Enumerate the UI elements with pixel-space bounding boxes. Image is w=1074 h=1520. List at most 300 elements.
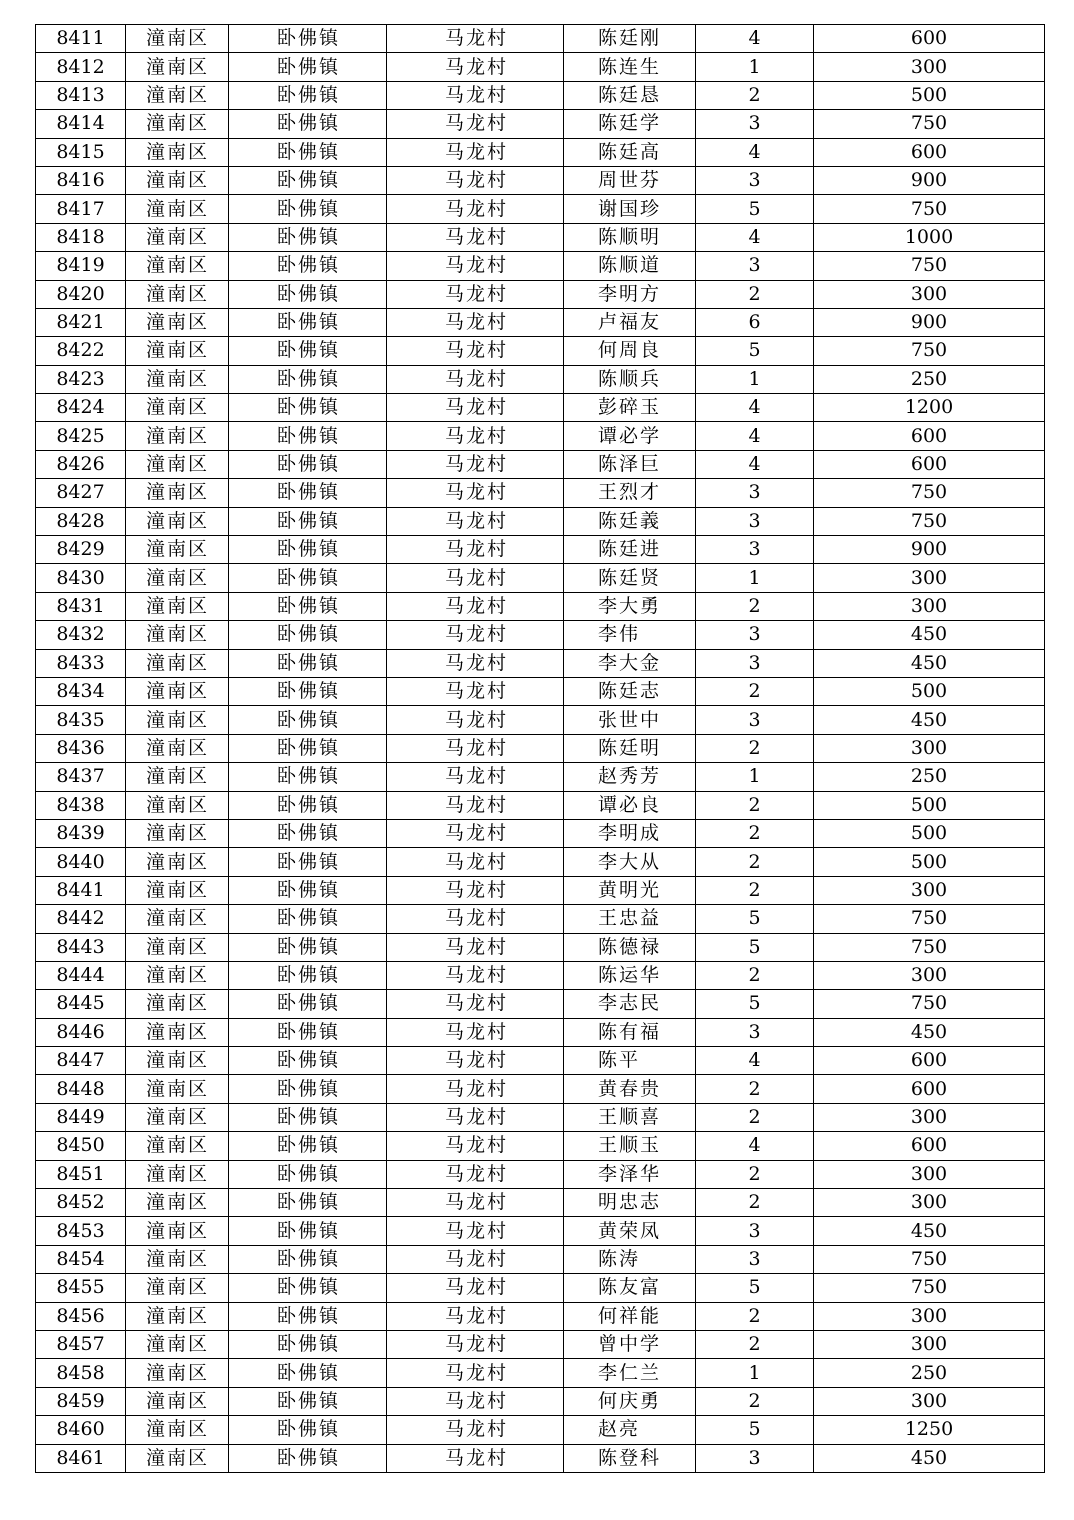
table-row bbox=[36, 365, 1045, 393]
name-cell: 谭必良 bbox=[564, 791, 696, 819]
district-cell: 潼南区 bbox=[126, 479, 229, 507]
town-cell: 卧佛镇 bbox=[229, 961, 387, 989]
household-size-cell: 4 bbox=[696, 138, 814, 166]
amount-cell: 750 bbox=[814, 1274, 1045, 1302]
district-cell: 潼南区 bbox=[126, 1217, 229, 1245]
name-cell: 王烈才 bbox=[564, 479, 696, 507]
village-cell: 马龙村 bbox=[387, 110, 564, 138]
serial-number-cell: 8434 bbox=[36, 677, 126, 705]
table-row bbox=[36, 53, 1045, 81]
table-row bbox=[36, 337, 1045, 365]
district-cell: 潼南区 bbox=[126, 621, 229, 649]
household-size-cell: 5 bbox=[696, 990, 814, 1018]
amount-cell: 900 bbox=[814, 308, 1045, 336]
district-cell: 潼南区 bbox=[126, 280, 229, 308]
household-size-cell: 3 bbox=[696, 706, 814, 734]
village-cell: 马龙村 bbox=[387, 1302, 564, 1330]
district-cell: 潼南区 bbox=[126, 195, 229, 223]
district-cell: 潼南区 bbox=[126, 394, 229, 422]
district-cell: 潼南区 bbox=[126, 933, 229, 961]
amount-cell: 250 bbox=[814, 763, 1045, 791]
name-cell: 王忠益 bbox=[564, 905, 696, 933]
name-cell: 李明方 bbox=[564, 280, 696, 308]
table-row bbox=[36, 1302, 1045, 1330]
serial-number-cell: 8422 bbox=[36, 337, 126, 365]
village-cell: 马龙村 bbox=[387, 1416, 564, 1444]
household-size-cell: 3 bbox=[696, 1245, 814, 1273]
amount-cell: 750 bbox=[814, 905, 1045, 933]
serial-number-cell: 8461 bbox=[36, 1444, 126, 1472]
town-cell: 卧佛镇 bbox=[229, 848, 387, 876]
district-cell: 潼南区 bbox=[126, 81, 229, 109]
table-row bbox=[36, 706, 1045, 734]
district-cell: 潼南区 bbox=[126, 1103, 229, 1131]
table-row bbox=[36, 649, 1045, 677]
town-cell: 卧佛镇 bbox=[229, 819, 387, 847]
town-cell: 卧佛镇 bbox=[229, 337, 387, 365]
town-cell: 卧佛镇 bbox=[229, 1189, 387, 1217]
town-cell: 卧佛镇 bbox=[229, 1018, 387, 1046]
household-size-cell: 3 bbox=[696, 479, 814, 507]
district-cell: 潼南区 bbox=[126, 166, 229, 194]
table-row bbox=[36, 1274, 1045, 1302]
table-row bbox=[36, 507, 1045, 535]
town-cell: 卧佛镇 bbox=[229, 677, 387, 705]
district-cell: 潼南区 bbox=[126, 1132, 229, 1160]
table-row bbox=[36, 734, 1045, 762]
town-cell: 卧佛镇 bbox=[229, 1047, 387, 1075]
table-row bbox=[36, 677, 1045, 705]
amount-cell: 300 bbox=[814, 1160, 1045, 1188]
serial-number-cell: 8421 bbox=[36, 308, 126, 336]
village-cell: 马龙村 bbox=[387, 649, 564, 677]
district-cell: 潼南区 bbox=[126, 1416, 229, 1444]
amount-cell: 600 bbox=[814, 1075, 1045, 1103]
table-row bbox=[36, 990, 1045, 1018]
household-size-cell: 3 bbox=[696, 1217, 814, 1245]
amount-cell: 750 bbox=[814, 990, 1045, 1018]
serial-number-cell: 8411 bbox=[36, 25, 126, 53]
amount-cell: 500 bbox=[814, 848, 1045, 876]
village-cell: 马龙村 bbox=[387, 337, 564, 365]
amount-cell: 750 bbox=[814, 110, 1045, 138]
serial-number-cell: 8433 bbox=[36, 649, 126, 677]
amount-cell: 300 bbox=[814, 961, 1045, 989]
district-cell: 潼南区 bbox=[126, 876, 229, 904]
village-cell: 马龙村 bbox=[387, 308, 564, 336]
table-row bbox=[36, 1047, 1045, 1075]
town-cell: 卧佛镇 bbox=[229, 1444, 387, 1472]
name-cell: 何祥能 bbox=[564, 1302, 696, 1330]
district-cell: 潼南区 bbox=[126, 990, 229, 1018]
household-size-cell: 1 bbox=[696, 1359, 814, 1387]
town-cell: 卧佛镇 bbox=[229, 1217, 387, 1245]
village-cell: 马龙村 bbox=[387, 791, 564, 819]
district-cell: 潼南区 bbox=[126, 1387, 229, 1415]
amount-cell: 450 bbox=[814, 649, 1045, 677]
table-row bbox=[36, 791, 1045, 819]
table-row bbox=[36, 564, 1045, 592]
household-size-cell: 2 bbox=[696, 1075, 814, 1103]
name-cell: 陈平 bbox=[564, 1047, 696, 1075]
amount-cell: 750 bbox=[814, 933, 1045, 961]
district-cell: 潼南区 bbox=[126, 763, 229, 791]
amount-cell: 900 bbox=[814, 536, 1045, 564]
household-size-cell: 2 bbox=[696, 819, 814, 847]
town-cell: 卧佛镇 bbox=[229, 791, 387, 819]
amount-cell: 750 bbox=[814, 1245, 1045, 1273]
town-cell: 卧佛镇 bbox=[229, 990, 387, 1018]
town-cell: 卧佛镇 bbox=[229, 649, 387, 677]
name-cell: 周世芬 bbox=[564, 166, 696, 194]
serial-number-cell: 8418 bbox=[36, 223, 126, 251]
village-cell: 马龙村 bbox=[387, 536, 564, 564]
household-size-cell: 5 bbox=[696, 1274, 814, 1302]
table-row bbox=[36, 1189, 1045, 1217]
village-cell: 马龙村 bbox=[387, 1160, 564, 1188]
village-cell: 马龙村 bbox=[387, 166, 564, 194]
household-size-cell: 2 bbox=[696, 791, 814, 819]
village-cell: 马龙村 bbox=[387, 450, 564, 478]
household-size-cell: 3 bbox=[696, 252, 814, 280]
household-size-cell: 4 bbox=[696, 223, 814, 251]
household-size-cell: 4 bbox=[696, 450, 814, 478]
amount-cell: 600 bbox=[814, 138, 1045, 166]
name-cell: 陈德禄 bbox=[564, 933, 696, 961]
table-row bbox=[36, 592, 1045, 620]
district-cell: 潼南区 bbox=[126, 1359, 229, 1387]
district-cell: 潼南区 bbox=[126, 252, 229, 280]
name-cell: 陈顺明 bbox=[564, 223, 696, 251]
name-cell: 谢国珍 bbox=[564, 195, 696, 223]
village-cell: 马龙村 bbox=[387, 763, 564, 791]
serial-number-cell: 8413 bbox=[36, 81, 126, 109]
household-size-cell: 1 bbox=[696, 53, 814, 81]
table-row bbox=[36, 1018, 1045, 1046]
household-size-cell: 2 bbox=[696, 961, 814, 989]
serial-number-cell: 8427 bbox=[36, 479, 126, 507]
table-row bbox=[36, 621, 1045, 649]
name-cell: 李仁兰 bbox=[564, 1359, 696, 1387]
serial-number-cell: 8458 bbox=[36, 1359, 126, 1387]
serial-number-cell: 8440 bbox=[36, 848, 126, 876]
table-row bbox=[36, 536, 1045, 564]
table-row bbox=[36, 1359, 1045, 1387]
household-size-cell: 3 bbox=[696, 166, 814, 194]
table-row bbox=[36, 81, 1045, 109]
amount-cell: 750 bbox=[814, 195, 1045, 223]
table-row bbox=[36, 1245, 1045, 1273]
household-size-cell: 2 bbox=[696, 1330, 814, 1358]
table-row bbox=[36, 422, 1045, 450]
village-cell: 马龙村 bbox=[387, 479, 564, 507]
village-cell: 马龙村 bbox=[387, 706, 564, 734]
table-body bbox=[36, 25, 1045, 1473]
name-cell: 李志民 bbox=[564, 990, 696, 1018]
town-cell: 卧佛镇 bbox=[229, 1075, 387, 1103]
table-row bbox=[36, 450, 1045, 478]
district-cell: 潼南区 bbox=[126, 677, 229, 705]
village-cell: 马龙村 bbox=[387, 677, 564, 705]
name-cell: 王顺喜 bbox=[564, 1103, 696, 1131]
town-cell: 卧佛镇 bbox=[229, 933, 387, 961]
district-cell: 潼南区 bbox=[126, 138, 229, 166]
table-row bbox=[36, 479, 1045, 507]
amount-cell: 250 bbox=[814, 365, 1045, 393]
district-cell: 潼南区 bbox=[126, 337, 229, 365]
table-row bbox=[36, 933, 1045, 961]
household-subsidy-table bbox=[35, 24, 1045, 1473]
name-cell: 卢福友 bbox=[564, 308, 696, 336]
name-cell: 陈运华 bbox=[564, 961, 696, 989]
serial-number-cell: 8420 bbox=[36, 280, 126, 308]
village-cell: 马龙村 bbox=[387, 53, 564, 81]
name-cell: 李伟 bbox=[564, 621, 696, 649]
household-size-cell: 6 bbox=[696, 308, 814, 336]
district-cell: 潼南区 bbox=[126, 1444, 229, 1472]
table-row bbox=[36, 876, 1045, 904]
household-size-cell: 5 bbox=[696, 195, 814, 223]
town-cell: 卧佛镇 bbox=[229, 1103, 387, 1131]
table-row bbox=[36, 848, 1045, 876]
name-cell: 李明成 bbox=[564, 819, 696, 847]
name-cell: 黄荣凤 bbox=[564, 1217, 696, 1245]
name-cell: 王顺玉 bbox=[564, 1132, 696, 1160]
household-size-cell: 2 bbox=[696, 1302, 814, 1330]
table-row bbox=[36, 1387, 1045, 1415]
household-size-cell: 3 bbox=[696, 536, 814, 564]
amount-cell: 750 bbox=[814, 479, 1045, 507]
table-row bbox=[36, 961, 1045, 989]
serial-number-cell: 8424 bbox=[36, 394, 126, 422]
table-row bbox=[36, 394, 1045, 422]
amount-cell: 600 bbox=[814, 25, 1045, 53]
town-cell: 卧佛镇 bbox=[229, 1132, 387, 1160]
serial-number-cell: 8451 bbox=[36, 1160, 126, 1188]
amount-cell: 1250 bbox=[814, 1416, 1045, 1444]
name-cell: 陈顺兵 bbox=[564, 365, 696, 393]
amount-cell: 450 bbox=[814, 706, 1045, 734]
village-cell: 马龙村 bbox=[387, 223, 564, 251]
amount-cell: 500 bbox=[814, 81, 1045, 109]
amount-cell: 750 bbox=[814, 337, 1045, 365]
serial-number-cell: 8454 bbox=[36, 1245, 126, 1273]
serial-number-cell: 8460 bbox=[36, 1416, 126, 1444]
name-cell: 谭必学 bbox=[564, 422, 696, 450]
amount-cell: 300 bbox=[814, 1189, 1045, 1217]
household-size-cell: 3 bbox=[696, 1444, 814, 1472]
household-size-cell: 3 bbox=[696, 649, 814, 677]
serial-number-cell: 8446 bbox=[36, 1018, 126, 1046]
serial-number-cell: 8436 bbox=[36, 734, 126, 762]
household-size-cell: 2 bbox=[696, 592, 814, 620]
village-cell: 马龙村 bbox=[387, 819, 564, 847]
village-cell: 马龙村 bbox=[387, 933, 564, 961]
district-cell: 潼南区 bbox=[126, 1189, 229, 1217]
household-size-cell: 4 bbox=[696, 422, 814, 450]
table-row bbox=[36, 1416, 1045, 1444]
amount-cell: 300 bbox=[814, 1302, 1045, 1330]
village-cell: 马龙村 bbox=[387, 1359, 564, 1387]
district-cell: 潼南区 bbox=[126, 536, 229, 564]
serial-number-cell: 8430 bbox=[36, 564, 126, 592]
table-row bbox=[36, 280, 1045, 308]
town-cell: 卧佛镇 bbox=[229, 138, 387, 166]
district-cell: 潼南区 bbox=[126, 564, 229, 592]
name-cell: 陈廷刚 bbox=[564, 25, 696, 53]
serial-number-cell: 8425 bbox=[36, 422, 126, 450]
town-cell: 卧佛镇 bbox=[229, 1330, 387, 1358]
amount-cell: 500 bbox=[814, 791, 1045, 819]
town-cell: 卧佛镇 bbox=[229, 422, 387, 450]
town-cell: 卧佛镇 bbox=[229, 734, 387, 762]
household-size-cell: 5 bbox=[696, 337, 814, 365]
name-cell: 陈顺道 bbox=[564, 252, 696, 280]
village-cell: 马龙村 bbox=[387, 1330, 564, 1358]
district-cell: 潼南区 bbox=[126, 1274, 229, 1302]
amount-cell: 450 bbox=[814, 1444, 1045, 1472]
district-cell: 潼南区 bbox=[126, 734, 229, 762]
village-cell: 马龙村 bbox=[387, 422, 564, 450]
table-row bbox=[36, 1217, 1045, 1245]
serial-number-cell: 8439 bbox=[36, 819, 126, 847]
name-cell: 李泽华 bbox=[564, 1160, 696, 1188]
serial-number-cell: 8456 bbox=[36, 1302, 126, 1330]
village-cell: 马龙村 bbox=[387, 990, 564, 1018]
town-cell: 卧佛镇 bbox=[229, 876, 387, 904]
serial-number-cell: 8459 bbox=[36, 1387, 126, 1415]
village-cell: 马龙村 bbox=[387, 734, 564, 762]
table-row bbox=[36, 819, 1045, 847]
household-size-cell: 2 bbox=[696, 876, 814, 904]
serial-number-cell: 8423 bbox=[36, 365, 126, 393]
village-cell: 马龙村 bbox=[387, 621, 564, 649]
amount-cell: 300 bbox=[814, 876, 1045, 904]
serial-number-cell: 8455 bbox=[36, 1274, 126, 1302]
district-cell: 潼南区 bbox=[126, 365, 229, 393]
household-size-cell: 4 bbox=[696, 1132, 814, 1160]
household-size-cell: 2 bbox=[696, 734, 814, 762]
village-cell: 马龙村 bbox=[387, 280, 564, 308]
village-cell: 马龙村 bbox=[387, 1387, 564, 1415]
village-cell: 马龙村 bbox=[387, 138, 564, 166]
name-cell: 陈廷贤 bbox=[564, 564, 696, 592]
town-cell: 卧佛镇 bbox=[229, 507, 387, 535]
village-cell: 马龙村 bbox=[387, 1103, 564, 1131]
table-row bbox=[36, 1132, 1045, 1160]
amount-cell: 450 bbox=[814, 621, 1045, 649]
serial-number-cell: 8412 bbox=[36, 53, 126, 81]
table-row bbox=[36, 110, 1045, 138]
town-cell: 卧佛镇 bbox=[229, 905, 387, 933]
name-cell: 陈廷義 bbox=[564, 507, 696, 535]
name-cell: 赵秀芳 bbox=[564, 763, 696, 791]
amount-cell: 600 bbox=[814, 1047, 1045, 1075]
serial-number-cell: 8438 bbox=[36, 791, 126, 819]
household-size-cell: 2 bbox=[696, 1103, 814, 1131]
document-table-container bbox=[35, 24, 1044, 1473]
district-cell: 潼南区 bbox=[126, 791, 229, 819]
household-size-cell: 4 bbox=[696, 1047, 814, 1075]
name-cell: 陈廷恳 bbox=[564, 81, 696, 109]
household-size-cell: 1 bbox=[696, 564, 814, 592]
town-cell: 卧佛镇 bbox=[229, 536, 387, 564]
amount-cell: 300 bbox=[814, 1330, 1045, 1358]
serial-number-cell: 8445 bbox=[36, 990, 126, 1018]
household-size-cell: 2 bbox=[696, 848, 814, 876]
serial-number-cell: 8414 bbox=[36, 110, 126, 138]
town-cell: 卧佛镇 bbox=[229, 195, 387, 223]
amount-cell: 300 bbox=[814, 280, 1045, 308]
household-size-cell: 2 bbox=[696, 1189, 814, 1217]
table-row bbox=[36, 138, 1045, 166]
village-cell: 马龙村 bbox=[387, 195, 564, 223]
town-cell: 卧佛镇 bbox=[229, 166, 387, 194]
district-cell: 潼南区 bbox=[126, 507, 229, 535]
village-cell: 马龙村 bbox=[387, 564, 564, 592]
amount-cell: 300 bbox=[814, 564, 1045, 592]
serial-number-cell: 8429 bbox=[36, 536, 126, 564]
town-cell: 卧佛镇 bbox=[229, 592, 387, 620]
district-cell: 潼南区 bbox=[126, 1047, 229, 1075]
village-cell: 马龙村 bbox=[387, 1075, 564, 1103]
village-cell: 马龙村 bbox=[387, 1132, 564, 1160]
amount-cell: 300 bbox=[814, 1103, 1045, 1131]
household-size-cell: 3 bbox=[696, 110, 814, 138]
amount-cell: 500 bbox=[814, 677, 1045, 705]
name-cell: 陈连生 bbox=[564, 53, 696, 81]
serial-number-cell: 8419 bbox=[36, 252, 126, 280]
household-size-cell: 3 bbox=[696, 507, 814, 535]
serial-number-cell: 8457 bbox=[36, 1330, 126, 1358]
town-cell: 卧佛镇 bbox=[229, 450, 387, 478]
serial-number-cell: 8448 bbox=[36, 1075, 126, 1103]
serial-number-cell: 8450 bbox=[36, 1132, 126, 1160]
town-cell: 卧佛镇 bbox=[229, 564, 387, 592]
table-row bbox=[36, 763, 1045, 791]
serial-number-cell: 8428 bbox=[36, 507, 126, 535]
district-cell: 潼南区 bbox=[126, 422, 229, 450]
household-size-cell: 4 bbox=[696, 25, 814, 53]
district-cell: 潼南区 bbox=[126, 905, 229, 933]
village-cell: 马龙村 bbox=[387, 394, 564, 422]
household-size-cell: 3 bbox=[696, 1018, 814, 1046]
district-cell: 潼南区 bbox=[126, 25, 229, 53]
town-cell: 卧佛镇 bbox=[229, 763, 387, 791]
district-cell: 潼南区 bbox=[126, 706, 229, 734]
name-cell: 李大金 bbox=[564, 649, 696, 677]
amount-cell: 450 bbox=[814, 1018, 1045, 1046]
serial-number-cell: 8447 bbox=[36, 1047, 126, 1075]
village-cell: 马龙村 bbox=[387, 592, 564, 620]
town-cell: 卧佛镇 bbox=[229, 1359, 387, 1387]
name-cell: 何庆勇 bbox=[564, 1387, 696, 1415]
name-cell: 何周良 bbox=[564, 337, 696, 365]
name-cell: 黄明光 bbox=[564, 876, 696, 904]
amount-cell: 750 bbox=[814, 507, 1045, 535]
town-cell: 卧佛镇 bbox=[229, 1160, 387, 1188]
town-cell: 卧佛镇 bbox=[229, 81, 387, 109]
household-size-cell: 2 bbox=[696, 1387, 814, 1415]
village-cell: 马龙村 bbox=[387, 365, 564, 393]
name-cell: 陈廷志 bbox=[564, 677, 696, 705]
serial-number-cell: 8432 bbox=[36, 621, 126, 649]
household-size-cell: 2 bbox=[696, 677, 814, 705]
district-cell: 潼南区 bbox=[126, 450, 229, 478]
serial-number-cell: 8435 bbox=[36, 706, 126, 734]
serial-number-cell: 8443 bbox=[36, 933, 126, 961]
district-cell: 潼南区 bbox=[126, 848, 229, 876]
